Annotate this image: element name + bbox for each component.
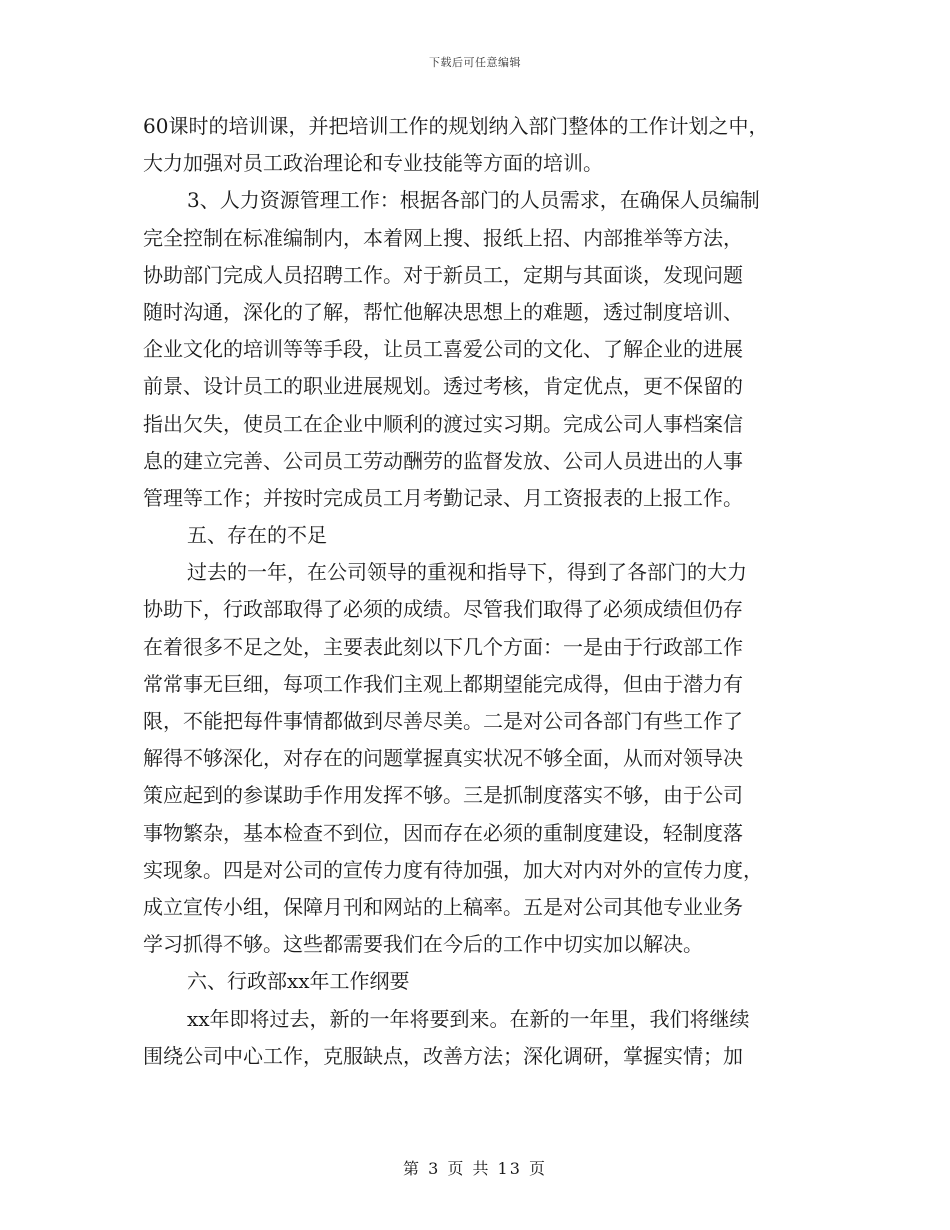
text-line: 成立宣传小组，保障月刊和网站的上稿率。五是对公司其他专业业务: [143, 894, 743, 919]
text-line: 常常事无巨细，每项工作我们主观上都期望能完成得，但由于潜力有: [143, 671, 743, 696]
text-line: 围绕公司中心工作，克服缺点，改善方法；深化调研，掌握实情；加: [143, 1043, 743, 1068]
text-line: 协助部门完成人员招聘工作。对于新员工，定期与其面谈，发现问题: [143, 262, 743, 287]
page-header: 下载后可任意编辑: [429, 56, 521, 69]
section-heading: 六、行政部xx年工作纲要: [187, 969, 410, 994]
page-number: 第 3 页 共 13 页: [403, 1159, 547, 1178]
text-line: 过去的一年，在公司领导的重视和指导下，得到了各部门的大力: [187, 560, 747, 585]
text-line: 实现象。四是对公司的宣传力度有待加强，加大对内对外的宣传力度，: [143, 857, 763, 882]
text-line: 大力加强对员工政治理论和专业技能等方面的培训。: [143, 151, 603, 176]
text-line: 协助下，行政部取得了必须的成绩。尽管我们取得了必须成绩但仍存: [143, 597, 743, 622]
text-line: 限，不能把每件事情都做到尽善尽美。二是对公司各部门有些工作了: [143, 709, 743, 733]
text-line: 指出欠失，使员工在企业中顺利的渡过实习期。完成公司人事档案信: [143, 411, 743, 436]
text-line: 企业文化的培训等等手段，让员工喜爱公司的文化、了解企业的进展: [143, 337, 743, 362]
text-line: 管理等工作；并按时完成员工月考勤记录、月工资报表的上报工作。: [143, 485, 743, 510]
document-body: [143, 108, 813, 1075]
text-line: 3、人力资源管理工作：根据各部门的人员需求，在确保人员编制: [187, 188, 760, 213]
text-line: 解得不够深化，对存在的问题掌握真实状况不够全面，从而对领导决: [143, 746, 743, 771]
section-heading: 五、存在的不足: [187, 523, 327, 548]
text-line: 事物繁杂，基本检查不到位，因而存在必须的重制度建设，轻制度落: [143, 820, 743, 845]
text-line: 策应起到的参谋助手作用发挥不够。三是抓制度落实不够，由于公司: [143, 783, 743, 808]
text-line: 随时沟通，深化的了解，帮忙他解决思想上的难题，透过制度培训、: [143, 299, 743, 324]
text-line: 在着很多不足之处，主要表此刻以下几个方面：一是由于行政部工作: [143, 634, 743, 659]
text-line: 学习抓得不够。这些都需要我们在今后的工作中切实加以解决。: [143, 932, 703, 957]
text-line: 息的建立完善、公司员工劳动酬劳的监督发放、公司人员进出的人事: [143, 448, 743, 473]
text-line: xx年即将过去，新的一年将要到来。在新的一年里，我们将继续: [187, 1006, 750, 1031]
text-line: 前景、设计员工的职业进展规划。透过考核，肯定优点，更不保留的: [143, 374, 743, 399]
text-line: 60课时的培训课，并把培训工作的规划纳入部门整体的工作计划之中，: [143, 114, 769, 138]
text-line: 完全控制在标准编制内，本着网上搜、报纸上招、内部推举等方法，: [143, 225, 743, 250]
